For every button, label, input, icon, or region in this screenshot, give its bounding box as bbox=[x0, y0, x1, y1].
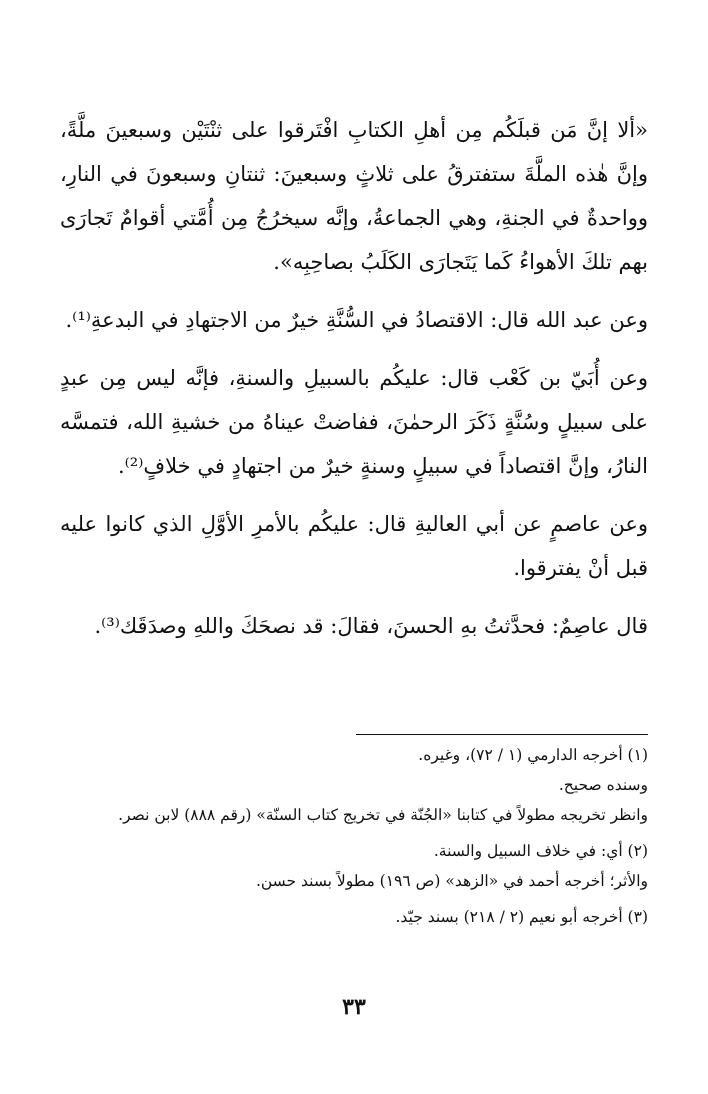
paragraph-ubayy bbox=[60, 356, 648, 488]
footnote-2 bbox=[60, 836, 648, 896]
paragraph-hadith bbox=[60, 108, 648, 284]
footnote-line: وانظر تخريجه مطولاً في كتابنا «الجُنّة في تخريج كتاب السنّة» (رقم ٨٨٨) لابن نصر. bbox=[118, 806, 648, 824]
footnote-line: وسنده صحيح. bbox=[558, 776, 648, 794]
paragraph-text: قال عاصِمٌ: فحدَّثتُ بهِ الحسنَ، فقالَ: قد نصحَكَ واللهِ وصدَقَك⁽³⁾. bbox=[94, 614, 648, 638]
footnote-separator bbox=[356, 734, 648, 735]
paragraph-text: وعن أُبَيّ بن كَعْب قال: عليكُم بالسبيلِ والسنةِ، فإنَّه ليس مِن عبدٍ على سبيلٍ وسُنَّةٍ ذَكَرَ الرحمٰنَ، ففاضتْ عيناهُ من خشيةِ الله، فتمسَّه النارُ، وإنَّ اقتصاداً في سبيلٍ وسنةٍ خيرٌ من اجتهادٍ في خلافٍ⁽²⁾. bbox=[60, 366, 648, 478]
paragraph-text: وعن عبد الله قال: الاقتصادُ في السُّنَّةِ خيرٌ من الاجتهادِ في البدعةِ⁽¹⁾. bbox=[65, 308, 648, 332]
footnotes bbox=[60, 740, 648, 938]
paragraph-abdullah bbox=[60, 298, 648, 342]
footnote-3 bbox=[60, 902, 648, 932]
main-text bbox=[60, 108, 648, 662]
footnote-1 bbox=[60, 740, 648, 830]
paragraph-text: وعن عاصمٍ عن أبي العاليةِ قال: عليكُم بالأمرِ الأوَّلِ الذي كانوا عليه قبل أنْ يفترقوا. bbox=[60, 512, 648, 580]
footnote-line: (٢) أي: في خلاف السبيل والسنة. bbox=[433, 842, 648, 860]
paragraph-hasan bbox=[60, 604, 648, 648]
page-number: ٣٣ bbox=[342, 994, 366, 1020]
footnote-line: والأثر؛ أخرجه أحمد في «الزهد» (ص ١٩٦) مطولاً بسند حسن. bbox=[255, 872, 648, 890]
footnote-line: (٣) أخرجه أبو نعيم (٢ / ٢١٨) بسند جيّد. bbox=[395, 908, 648, 926]
paragraph-asim bbox=[60, 502, 648, 590]
paragraph-text: «ألا إنَّ مَن قبلَكُم مِن أهلِ الكتابِ افْتَرقوا على ثنْتَيْن وسبعينَ ملَّةً، وإنَّ هٰذه الملَّةَ ستفترقُ على ثلاثٍ وسبعينَ: ثنتانِ وسبعونَ في النارِ، وواحدةٌ في الجنةِ، وهي الجماعةُ، وإنَّه سيخرُجُ مِن أُمَّتي أقوامٌ تَجارَى بهم تلكَ الأهواءُ كَما يَتَجارَى الكَلَبُ بصاحِبِه». bbox=[60, 118, 648, 274]
footnote-line: (١) أخرجه الدارمي (١ / ٧٢)، وغيره. bbox=[418, 746, 648, 764]
